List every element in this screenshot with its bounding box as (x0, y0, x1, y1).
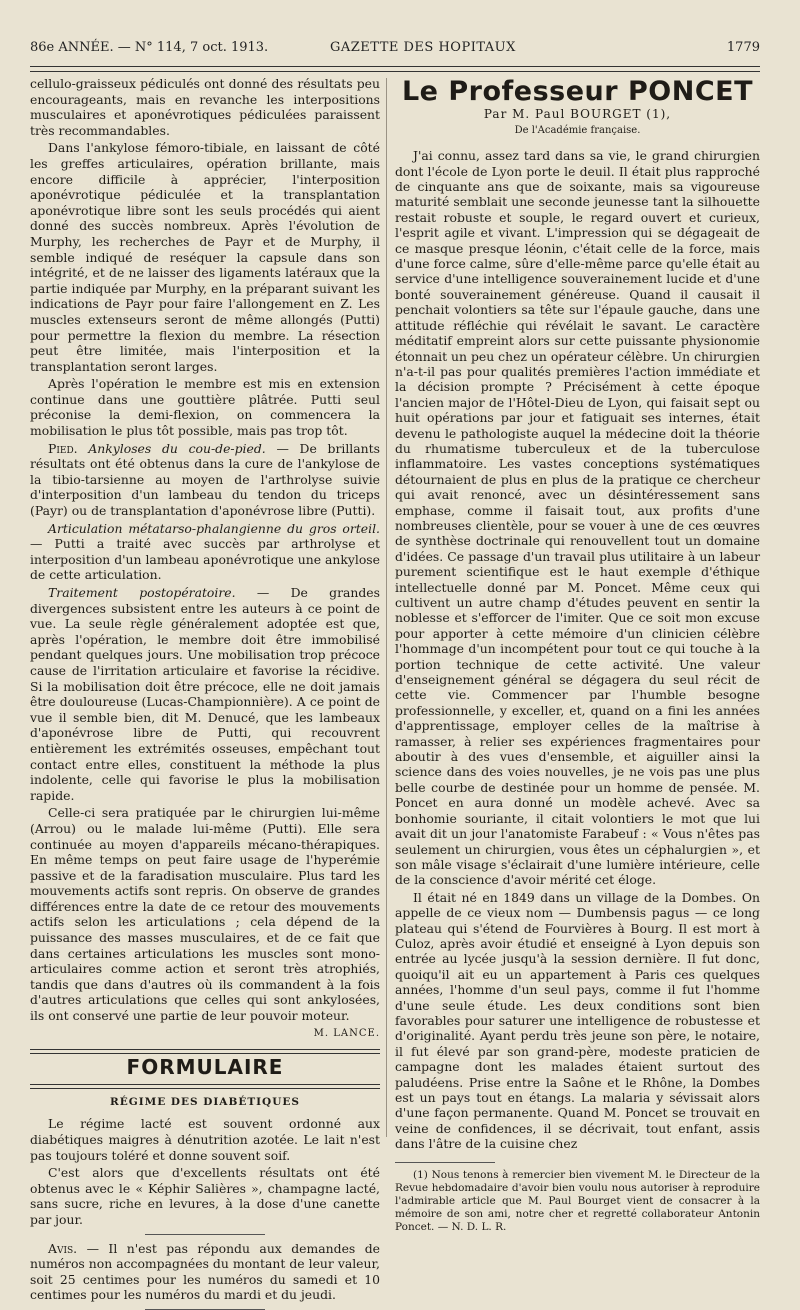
byline: Par M. Paul BOURGET (1), (483, 107, 672, 122)
section-label: Pied. (48, 440, 78, 456)
paragraph (30, 585, 380, 803)
avis-text: — Il n'est pas répondu aux demandes de numéros non accompagnées du montant de leur valeur, soit 25 centimes pour les numéros du samedi et 10 centimes pour les numéros du mardi et du jeudi. (30, 1240, 380, 1303)
footnote: (1) Nous tenons à remercier bien vivement M. le Directeur de la Revue hebdomadaire d'avoir bien voulu nous autoriser à reproduire l'admirable article que M. Paul Bourget vient de consacrer à la mémoire de son ami, notre cher et regretté collaborateur Antonin Poncet. — N. D. L. R. (395, 1168, 760, 1233)
section-text: — Putti a traité avec succès par arthrolyse et interposition d'un lambeau aponévrotique une ankylose de cette articulation. (30, 536, 380, 583)
paragraph: Dans l'ankylose fémoro-tibiale, en laissant de côté les greffes articulaires, opération brillante, mais encore difficile à apprécier, l'interposition aponévrotique pédiculée et la transplantation aponévrotique libre sont les seuls procédés qui aient donné des succès nombreux. Après l'évolution de Murphy, les recherches de Payr et de Murphy, il semble indiqué de reséquer la capsule dans son intégrité, et de ne laisser des ligaments latéraux que la partie indiquée par Murphy, en la préparant suivant les indications de Payr pour faire l'allongement en Z. Les muscles extenseurs seront de même allongés (Putti) pour permettre la flexion du membre. La résection peut être limitée, mais l'interposition et la transplantation seront larges. (30, 140, 380, 374)
avis-label: Avis. (48, 1240, 78, 1256)
divider (145, 1234, 265, 1235)
section-title: Ankyloses du cou-de-pied. (88, 440, 266, 456)
article-title: Le Professeur PONCET (401, 76, 754, 107)
avis-paragraph (30, 1241, 380, 1303)
paragraph: Il était né en 1849 dans un village de la Dombes. On appelle de ce vieux nom — Dumbensis pagus — ce long plateau qui s'étend de Fourvières à Bourg. Il est mort à Culoz, après avoir étudié et enseigné à Lyon depuis son entrée au lycée jusqu'à la session dernière. Il fut donc, quoiqu'il ait eu un appartement à Paris ces quelques années, l'homme d'un seul pays, comme il fut l'homme d'une seule étude. Les deux conditions sont bien favorables pour saturer une intelligence de robustesse et d'originalité. Ayant perdu très jeune son père, le notaire, il fut élevé par son grand-père, modeste praticien de campagne dont les malades étaient surtout des paludéens. Prise entre la Saône et le Rhône, la Dombes est un pays tout en étangs. La malaria y sévissait alors d'une façon permanente. Quand M. Poncet se trouvait en veine de confidences, il se décrivait, tout enfant, assis dans l'âtre de la cuisine chez (395, 889, 760, 1152)
page-number: 1779 (726, 40, 760, 55)
issue-info: 86e ANNÉE. — N° 114, 7 oct. 1913. (30, 40, 269, 55)
left-column (30, 76, 380, 1303)
paragraph: C'est alors que d'excellents résultats ont été obtenus avec le « Képhir Salières », champagne lacté, sans sucre, riche en levures, à la dose d'une canette par jour. (30, 1165, 380, 1227)
header-rule (30, 66, 760, 72)
section-rule (30, 1084, 380, 1089)
column-separator (386, 78, 387, 1137)
section-title: Traitement postopératoire. (48, 585, 236, 600)
formulaire-title: FORMULAIRE (126, 1055, 284, 1080)
regime-title: RÉGIME DES DIABÉTIQUES (110, 1095, 300, 1108)
right-column (395, 76, 760, 1233)
author-signature: M. LANCE. (313, 1027, 380, 1039)
footnote-rule (395, 1162, 495, 1163)
section-text: — De grandes divergences subsistent entre les auteurs à ce point de vue. La seule règle généralement adoptée est que, après l'opération, le membre doit être immobilisé pendant quelques jours. Une mobilisation trop précoce cause de l'irritation articulaire et favorise la récidive. Si la mobilisation doit être précoce, elle ne doit jamais être douloureuse (Lucas-Championnière). A ce point de vue il semble bien, dit M. Denucé, que les lambeaux d'aponévrose libre de Putti, qui recouvrent entièrement les extrémités osseuses, empêchant tout contact entre elles, constituent la méthode la plus indolente, celle qui favorise le plus la mobilisation rapide. (30, 585, 380, 803)
page-header (30, 38, 760, 62)
paragraph (30, 521, 380, 583)
paragraph (30, 441, 380, 519)
byline-affiliation: De l'Académie française. (514, 124, 641, 136)
paragraph: J'ai connu, assez tard dans sa vie, le grand chirurgien dont l'école de Lyon porte le deuil. Il était plus rapproché de cinquante ans que de soixante, mais sa vigoureuse maturité semblait une seconde jeunesse tant la silhouette restait robuste et souple, le regard ouvert et curieux, l'esprit agile et vivant. L'impression qui se dégageait de ce masque presque léonin, c'était celle de la force, mais d'une force calme, sûre d'elle-même parce qu'elle était au service d'une intelligence souverainement lucide et d'une bonté souverainement généreuse. Quand il causait il penchait volontiers sa tête sur l'épaule gauche, dans une attitude réfléchie qui révélait le savant. Le caractère méditatif empreint alors sur cette puissante physionomie étonnait un peu chez un opérateur célèbre. Un chirurgien n'a-t-il pas pour qualités premières l'action immédiate et la décision prompte ? Précisément à cette époque l'ancien major de l'Hôtel-Dieu de Lyon, qui faisait sept ou huit opérations par jour et fatiguait ses internes, était devenu le pathologiste auquel la médecine doit la théorie du rhumatisme tuberculeux et de la tuberculose inflammatoire. Les vastes conceptions systématiques détournaient de plus en plus de la pratique ce chercheur qui avait renoncé, avec un désintéressement sans emphase, comme il faisait tout, aux profits d'une nombreuses clientèle, pour se vouer à une de ces œuvres de synthèse doctrinale qui renouvellent tout un domaine d'idées. Ce passage d'un travail plus utilitaire à un labeur purement scientifique est le haut exemple d'éthique intellectuelle donné par M. Poncet. Même ceux qui cultivent un autre champ d'études peuvent en sentir la noblesse et s'efforcer de l'imiter. Que ce soit mon excuse pour apporter à cette mémoire d'un clinicien célèbre l'hommage d'un incompétent pour tout ce qui touche à la portion technique de cette activité. Une valeur d'enseignement général se dégagera du seul récit de cette vie. Commencer par l'humble besogne professionnelle, y exceller, et, quand on a fini les années d'apprentissage, employer celles de la maîtrise à ramasser, à relier ses expériences fragmentaires pour aboutir à des vues d'ensemble, et aiguiller ainsi la science dans des voies nouvelles, je ne vois pas une plus belle courbe de destinée pour un homme de pensée. M. Poncet en aura donné un modèle achevé. Avec sa bonhomie souriante, il citait volontiers le mot que lui avait dit un jour l'anatomiste Farabeuf : « Vous n'êtes pas seulement un chirurgien, vous êtes un céphalurgien », et son mâle visage s'éclairait d'une lumière intérieure, celle de la conscience d'avoir mérité cet éloge. (395, 148, 760, 888)
paragraph: Celle-ci sera pratiquée par le chirurgien lui-même (Arrou) ou le malade lui-même (Putti). Elle sera continuée au moyen d'appareils mécano-thérapiques. En même temps on peut faire usage de l'hyperémie passive et de la faradisation musculaire. Plus tard les mouvements actifs sont repris. On observe de grandes différences entre la date de ce retour des mouvements actifs selon les articulations ; cela dépend de la puissance des masses musculaires, et de ce fait que dans certaines articulations les muscles sont mono-articulaires comme action et seront très atrophiés, tandis que dans d'autres où ils commandent à la fois d'autres articulations que celles qui sont ankylosées, ils ont conservé une partie de leur pouvoir moteur. (30, 805, 380, 1024)
paragraph: Le régime lacté est souvent ordonné aux diabétiques maigres à dénutrition azotée. Le lait n'est pas toujours toléré et donne souvent soif. (30, 1116, 380, 1163)
section-text: — De brillants résultats ont été obtenus dans la cure de l'ankylose de la tibio-tarsienne au moyen de l'arthrolyse suivie d'interposition d'un lambeau du tendon du triceps (Payr) ou de transplantation d'aponévrose libre (Putti). (30, 440, 380, 519)
section-rule (30, 1049, 380, 1054)
paragraph: cellulo-graisseux pédiculés ont donné des résultats peu encourageants, mais en revanche les interpositions musculaires et aponévrotiques pédiculées paraissent très recommandables. (30, 76, 380, 138)
journal-title: GAZETTE DES HOPITAUX (330, 40, 516, 55)
paragraph: Après l'opération le membre est mis en extension continue dans une gouttière plâtrée. Putti seul préconise la demi-flexion, on commencera la mobilisation le plus tôt possible, mais pas trop tôt. (30, 376, 380, 439)
section-title: Articulation métatarso-phalangienne du gros orteil. (48, 520, 380, 536)
